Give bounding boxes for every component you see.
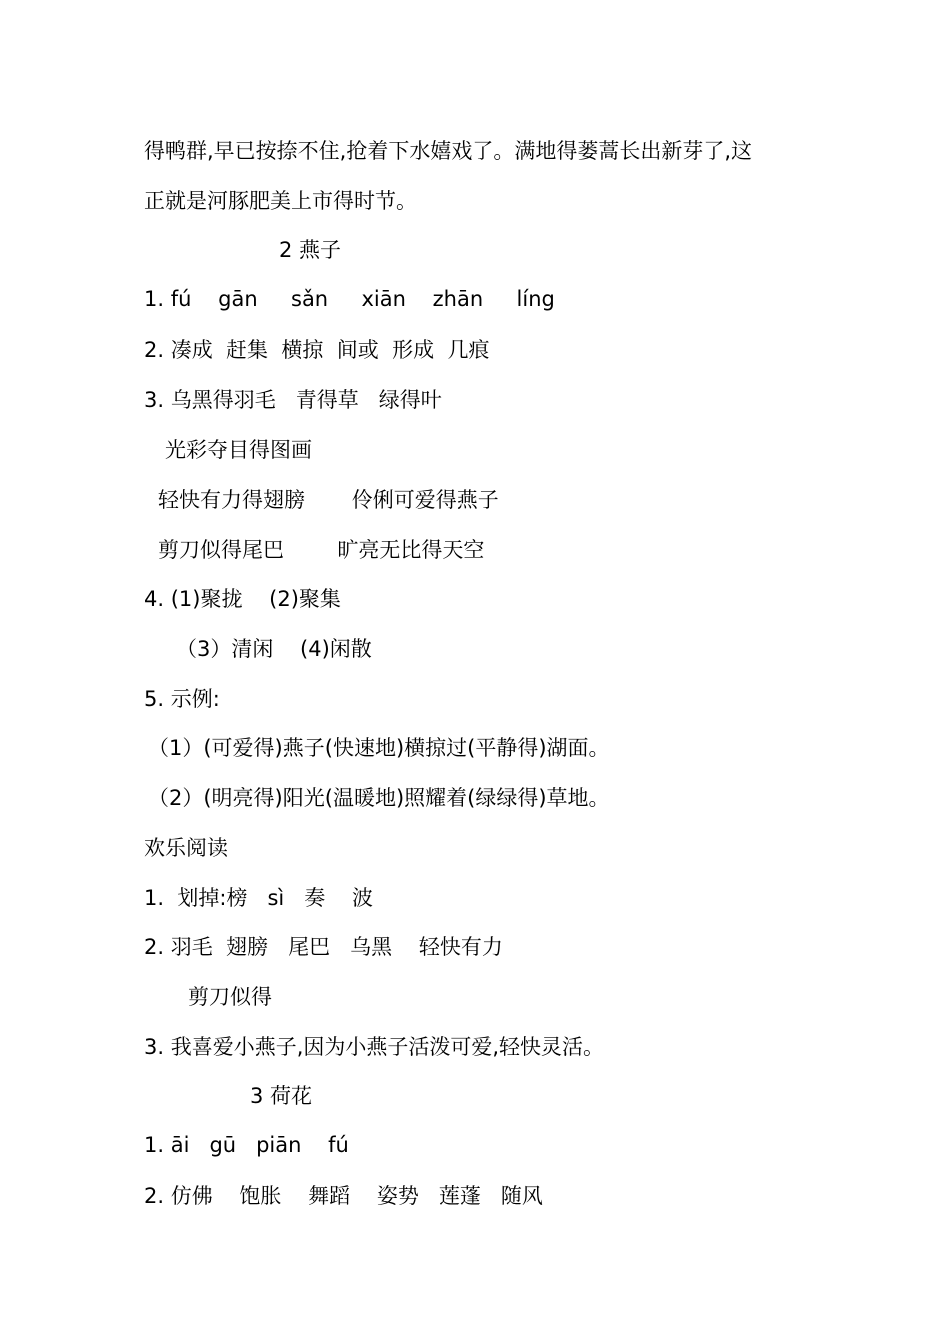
answer-phrases-3: 3. 乌黑得羽毛 青得草 绿得叶: [144, 388, 442, 412]
reading-answer-2-line-2: 剪刀似得: [188, 985, 272, 1009]
reading-answer-2: 2. 羽毛 翅膀 尾巴 乌黑 轻快有力: [144, 935, 503, 959]
lotus-answer-words-2: 2. 仿佛 饱胀 舞蹈 姿势 莲蓬 随风: [144, 1184, 543, 1208]
answer-words-4: 4. (1)聚拢 (2)聚集: [144, 587, 341, 611]
paragraph-line-1: 得鸭群,早已按捺不住,抢着下水嬉戏了。满地得蒌蒿长出新芽了,这: [144, 139, 753, 163]
section-heading-lotus: 3 荷花: [250, 1084, 313, 1108]
answer-phrases-3-line-2: 光彩夺目得图画: [165, 438, 312, 462]
answer-example-5: 5. 示例:: [144, 687, 220, 711]
paragraph-line-2: 正就是河豚肥美上市得时节。: [144, 189, 417, 213]
answer-example-5-sentence-1: （1）(可爱得)燕子(快速地)横掠过(平静得)湖面。: [148, 736, 610, 760]
answer-words-2: 2. 凑成 赶集 横掠 间或 形成 几痕: [144, 338, 490, 362]
answer-phrases-3-line-3: 轻快有力得翅膀 伶俐可爱得燕子: [158, 488, 499, 512]
reading-answer-3: 3. 我喜爱小燕子,因为小燕子活泼可爱,轻快灵活。: [144, 1035, 605, 1059]
answer-words-4-line-2: （3）清闲 (4)闲散: [176, 637, 372, 661]
answer-pinyin-1: 1. fú gān sǎn xiān zhān líng: [144, 287, 555, 311]
reading-answer-1: 1. 划掉:榜 sì 奏 波: [144, 886, 373, 910]
section-heading-happy-reading: 欢乐阅读: [144, 836, 228, 860]
answer-phrases-3-line-4: 剪刀似得尾巴 旷亮无比得天空: [158, 538, 485, 562]
section-heading-swallow: 2 燕子: [279, 238, 342, 262]
answer-example-5-sentence-2: （2）(明亮得)阳光(温暖地)照耀着(绿绿得)草地。: [148, 786, 610, 810]
lotus-answer-pinyin-1: 1. āi gū piān fú: [144, 1133, 349, 1157]
